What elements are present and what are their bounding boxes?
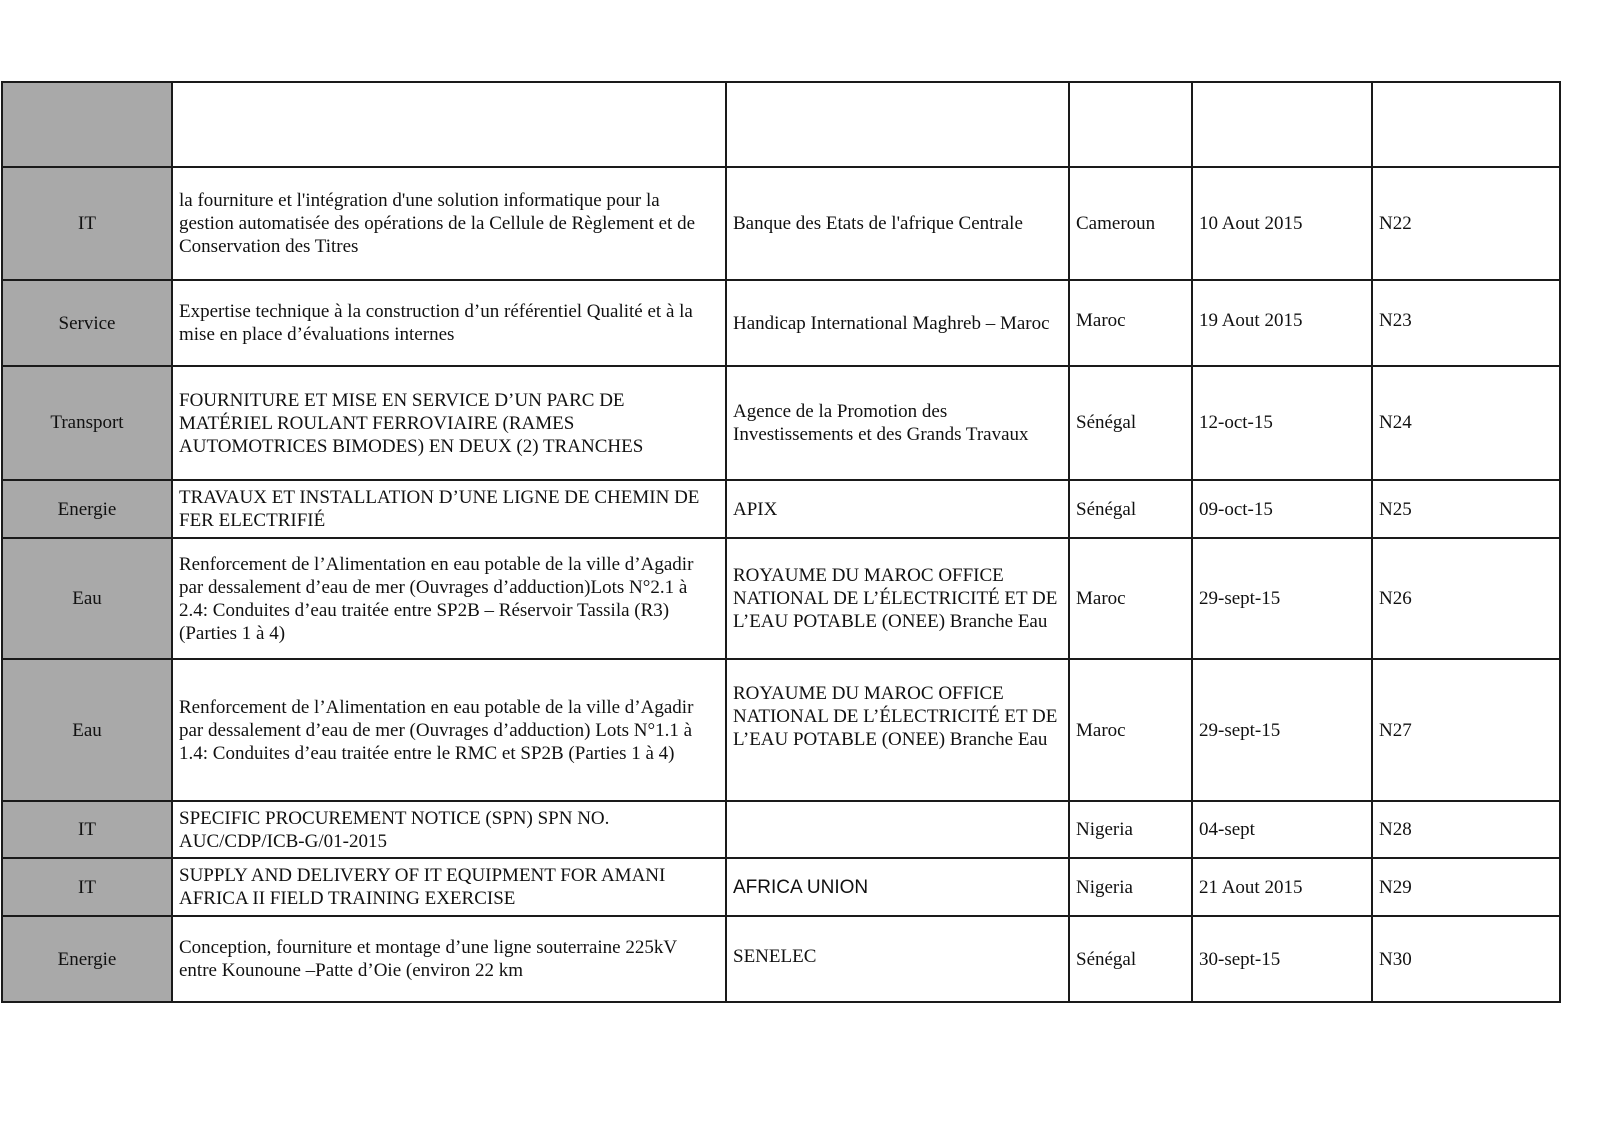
- description-cell: FOURNITURE ET MISE EN SERVICE D’UN PARC DE MATÉRIEL ROULANT FERROVIAIRE (RAMES AUTOMOTRICES BIMODES) EN DEUX (2) TRANCHES: [172, 366, 726, 480]
- organization-cell: ROYAUME DU MAROC OFFICE NATIONAL DE L’ÉLECTRICITÉ ET DE L’EAU POTABLE (ONEE) Branche Eau: [726, 659, 1069, 801]
- header-cell-date: [1192, 82, 1372, 167]
- organization-cell: ROYAUME DU MAROC OFFICE NATIONAL DE L’ÉLECTRICITÉ ET DE L’EAU POTABLE (ONEE) Branche Eau: [726, 538, 1069, 659]
- organization-cell: SENELEC: [726, 916, 1069, 1002]
- sector-cell: Energie: [2, 480, 172, 538]
- date-cell: 29-sept-15: [1192, 659, 1372, 801]
- date-cell: 10 Aout 2015: [1192, 167, 1372, 280]
- header-cell-ref: [1372, 82, 1560, 167]
- table-row: [2, 366, 1560, 480]
- header-cell-organization: [726, 82, 1069, 167]
- date-cell: 19 Aout 2015: [1192, 280, 1372, 366]
- ref-cell: N25: [1372, 480, 1560, 538]
- sector-cell: IT: [2, 801, 172, 858]
- organization-cell: Agence de la Promotion des Investissements et des Grands Travaux: [726, 366, 1069, 480]
- description-cell: Conception, fourniture et montage d’une ligne souterraine 225kV entre Kounoune –Patte d’Oie (environ 22 km: [172, 916, 726, 1002]
- date-cell: 21 Aout 2015: [1192, 858, 1372, 916]
- date-cell: 29-sept-15: [1192, 538, 1372, 659]
- ref-cell: N30: [1372, 916, 1560, 1002]
- country-cell: Sénégal: [1069, 366, 1192, 480]
- header-cell-sector: [2, 82, 172, 167]
- ref-cell: N23: [1372, 280, 1560, 366]
- date-cell: 30-sept-15: [1192, 916, 1372, 1002]
- table-row: [2, 167, 1560, 280]
- ref-cell: N24: [1372, 366, 1560, 480]
- ref-cell: N27: [1372, 659, 1560, 801]
- organization-cell: [726, 801, 1069, 858]
- description-cell: Renforcement de l’Alimentation en eau potable de la ville d’Agadir par dessalement d’eau de mer (Ouvrages d’adduction)Lots N°2.1 à 2.4: Conduites d’eau traitée entre SP2B – Réservoir Tassila (R3) (Parties 1 à 4): [172, 538, 726, 659]
- description-cell: la fourniture et l'intégration d'une solution informatique pour la gestion automatisée des opérations de la Cellule de Règlement et de Conservation des Titres: [172, 167, 726, 280]
- organization-cell: Banque des Etats de l'afrique Centrale: [726, 167, 1069, 280]
- country-cell: Maroc: [1069, 659, 1192, 801]
- table-row: [2, 916, 1560, 1002]
- country-cell: Maroc: [1069, 538, 1192, 659]
- ref-cell: N29: [1372, 858, 1560, 916]
- tender-table: [1, 81, 1561, 1003]
- organization-cell: APIX: [726, 480, 1069, 538]
- ref-cell: N28: [1372, 801, 1560, 858]
- date-cell: 04-sept: [1192, 801, 1372, 858]
- date-cell: 12-oct-15: [1192, 366, 1372, 480]
- table-row: [2, 480, 1560, 538]
- organization-cell: AFRICA UNION: [726, 858, 1069, 916]
- table-row: [2, 538, 1560, 659]
- description-cell: Expertise technique à la construction d’un référentiel Qualité et à la mise en place d’évaluations internes: [172, 280, 726, 366]
- sector-cell: IT: [2, 167, 172, 280]
- country-cell: Nigeria: [1069, 801, 1192, 858]
- table-row: [2, 659, 1560, 801]
- description-cell: SUPPLY AND DELIVERY OF IT EQUIPMENT FOR AMANI AFRICA II FIELD TRAINING EXERCISE: [172, 858, 726, 916]
- sector-cell: Eau: [2, 538, 172, 659]
- header-cell-country: [1069, 82, 1192, 167]
- table-header-row: [2, 82, 1560, 167]
- sector-cell: Eau: [2, 659, 172, 801]
- country-cell: Sénégal: [1069, 916, 1192, 1002]
- table-row: [2, 858, 1560, 916]
- country-cell: Cameroun: [1069, 167, 1192, 280]
- table-row: [2, 280, 1560, 366]
- header-cell-description: [172, 82, 726, 167]
- date-cell: 09-oct-15: [1192, 480, 1372, 538]
- country-cell: Nigeria: [1069, 858, 1192, 916]
- table-row: [2, 801, 1560, 858]
- country-cell: Sénégal: [1069, 480, 1192, 538]
- organization-cell: Handicap International Maghreb – Maroc: [726, 280, 1069, 366]
- description-cell: Renforcement de l’Alimentation en eau potable de la ville d’Agadir par dessalement d’eau de mer (Ouvrages d’adduction) Lots N°1.1 à 1.4: Conduites d’eau traitée entre le RMC et SP2B (Parties 1 à 4): [172, 659, 726, 801]
- ref-cell: N22: [1372, 167, 1560, 280]
- description-cell: TRAVAUX ET INSTALLATION D’UNE LIGNE DE CHEMIN DE FER ELECTRIFIÉ: [172, 480, 726, 538]
- sector-cell: Service: [2, 280, 172, 366]
- country-cell: Maroc: [1069, 280, 1192, 366]
- sector-cell: Transport: [2, 366, 172, 480]
- sector-cell: IT: [2, 858, 172, 916]
- description-cell: SPECIFIC PROCUREMENT NOTICE (SPN) SPN NO. AUC/CDP/ICB-G/01-2015: [172, 801, 726, 858]
- ref-cell: N26: [1372, 538, 1560, 659]
- sector-cell: Energie: [2, 916, 172, 1002]
